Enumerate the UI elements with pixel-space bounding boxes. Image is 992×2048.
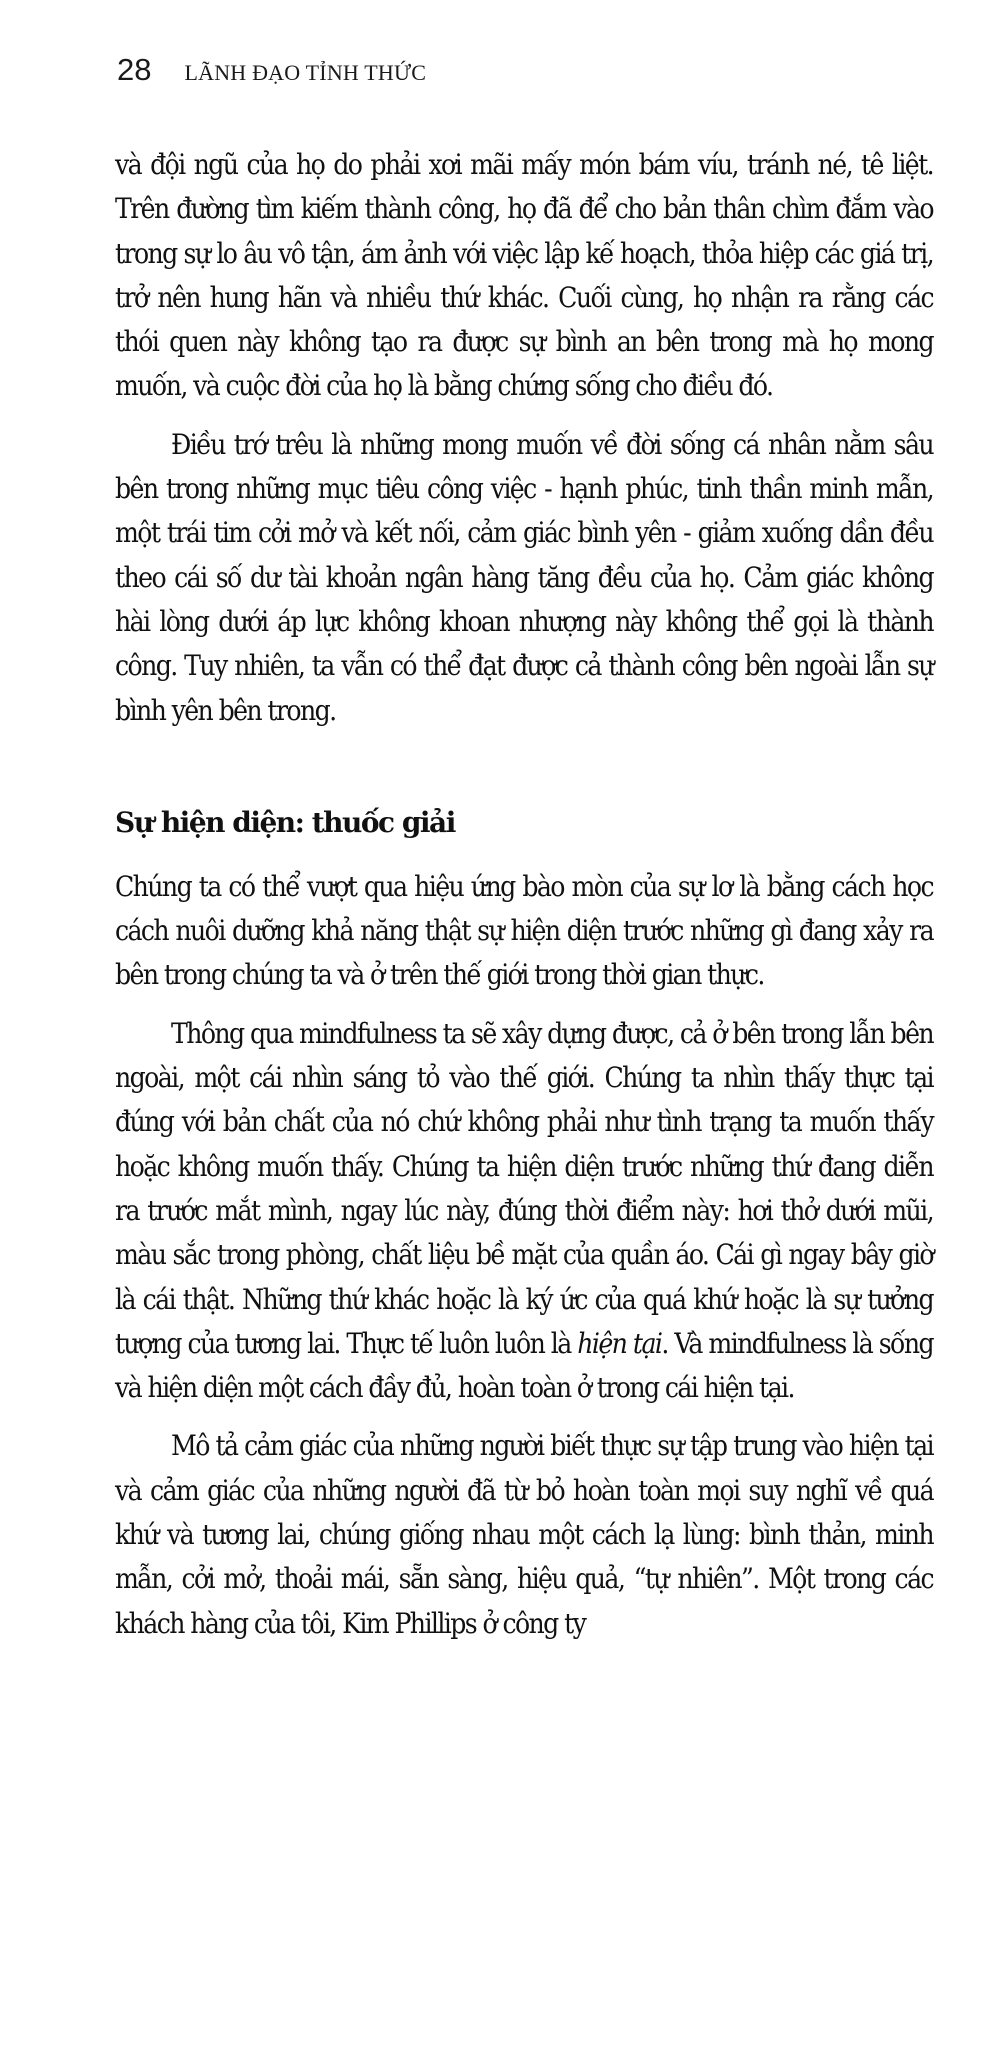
page-header xyxy=(117,52,426,88)
running-title: LÃNH ĐẠO TỈNH THỨC xyxy=(184,60,427,85)
paragraph-with-emphasis xyxy=(115,1012,933,1411)
emphasis-text: hiện tại xyxy=(577,1326,662,1360)
paragraph: Điều trớ trêu là những mong muốn về đời sống cá nhân nằm sâu bên trong những mục tiêu công việc - hạnh phúc, tinh thần minh mẫn, một trái tim cởi mở và kết nối, cảm giác bình yên - giảm xuống dần đều theo cái số dư tài khoản ngân hàng tăng đều của họ. Cảm giác không hài lòng dưới áp lực không khoan nhượng này không thể gọi là thành công. Tuy nhiên, ta vẫn có thể đạt được cả thành công bên ngoài lẫn sự bình yên bên trong. xyxy=(115,427,933,727)
paragraph-text: Thông qua mindfulness ta sẽ xây dựng được, cả ở bên trong lẫn bên ngoài, một cái nhìn sáng tỏ vào thế giới. Chúng ta nhìn thấy thực tại đúng với bản chất của nó chứ không phải như tình trạng ta muốn thấy hoặc không muốn thấy. Chúng ta hiện diện trước những thứ đang diễn ra trước mắt mình, ngay lúc này, đúng thời điểm này: hơi thở dưới mũi, màu sắc trong phòng, chất liệu bề mặt của quần áo. Cái gì ngay bây giờ là cái thật. Những thứ khác hoặc là ký ức của quá khứ hoặc là sự tưởng tượng của tương lai. Thực tế luôn luôn là xyxy=(115,1016,933,1360)
page-body xyxy=(115,143,933,1646)
section-heading: Sự hiện diện: thuốc giải xyxy=(115,805,455,839)
paragraph: Mô tả cảm giác của những người biết thực sự tập trung vào hiện tại và cảm giác của những người đã từ bỏ hoàn toàn mọi suy nghĩ về quá khứ và tương lai, chúng giống nhau một cách lạ lùng: bình thản, minh mẫn, cởi mở, thoải mái, sẵn sàng, hiệu quả, “tự nhiên”. Một trong các khách hàng của tôi, Kim Phillips ở công ty xyxy=(115,1429,933,1640)
page-number: 28 xyxy=(117,52,152,87)
paragraph: Chúng ta có thể vượt qua hiệu ứng bào mòn của sự lơ là bằng cách học cách nuôi dưỡng khả năng thật sự hiện diện trước những gì đang xảy ra bên trong chúng ta và ở trên thế giới trong thời gian thực. xyxy=(115,869,933,992)
paragraph-text: . Và mindfulness là sống và hiện diện một cách đầy đủ, hoàn toàn ở trong cái hiện tại. xyxy=(115,1326,934,1405)
paragraph: và đội ngũ của họ do phải xơi mãi mấy món bám víu, tránh né, tê liệt. Trên đường tìm kiếm thành công, họ đã để cho bản thân chìm đắm vào trong sự lo âu vô tận, ám ảnh với việc lập kế hoạch, thỏa hiệp các giá trị, trở nên hung hãn và nhiều thứ khác. Cuối cùng, họ nhận ra rằng các thói quen này không tạo ra được sự bình an bên trong mà họ mong muốn, và cuộc đời của họ là bằng chứng sống cho điều đó. xyxy=(115,148,933,403)
